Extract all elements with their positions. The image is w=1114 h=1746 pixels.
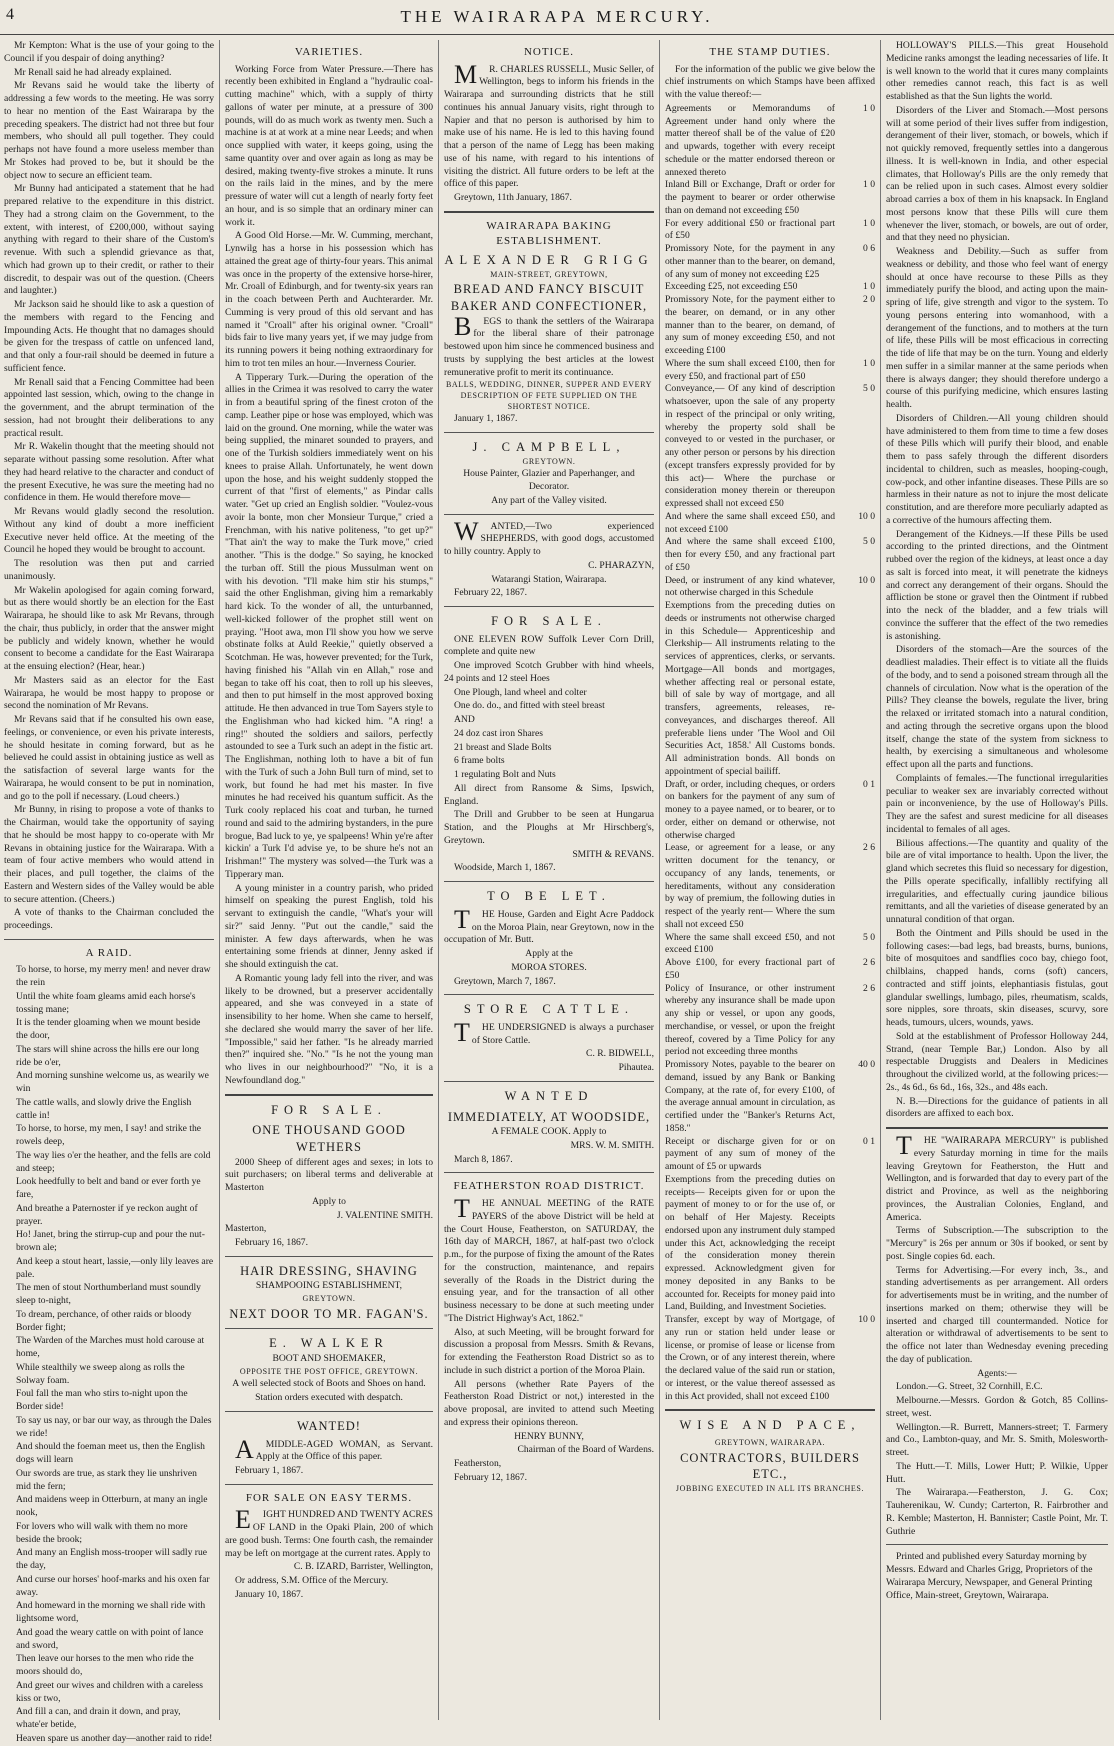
- wanted-cook-title: WANTED: [504, 1088, 594, 1103]
- stamp-duty-row: [665, 932, 875, 958]
- stamp-duty-text: Inland Bill or Exchange, Draft or order for the payment to bearer or order otherwise than on demand not exceeding £50: [665, 179, 835, 216]
- page-number: 4: [6, 6, 14, 23]
- holloway-paragraph: Disorders of the Liver and Stomach.—Most persons will at some period of their lives suffer from indigestion, derangement of their liver, stomach, or bowels, which if not quickly removed, frequently settles into a dangerous illness. It is well-known in India, and other especial climates, that Holloway's Pills are the only remedy that can be relied upon in such cases. Almost every soldier abroad carries a box of them in his knapsack. In England most persons know that these Pills will cure them whenever the liver, stomach, or bowels, are out of order, and that they need no physician.: [886, 104, 1108, 244]
- agent-entry: London.—G. Street, 32 Cornhill, E.C.: [896, 1381, 1043, 1393]
- column-5: [886, 40, 1108, 1720]
- stamp-duty-amount: 2 6: [863, 842, 875, 854]
- stamp-duty-row: [665, 779, 875, 843]
- cattle-place: Pihautea.: [618, 1062, 654, 1074]
- stamp-intro: For the information of the public we give below the chief instruments on which Stamps have been affixed with the value thereof:—: [665, 63, 875, 101]
- holloway-paragraph: Sold at the establishment of Professor Holloway 244, Strand, (near Temple Bar,) London. Also by all respectable Druggists and Dealers in Medicines throughout the civilized world, at the following prices:—2s., 4s 6d., 6s 6d., 16s, 32s., and 48s each.: [886, 1030, 1108, 1093]
- masthead: [0, 0, 1114, 35]
- wanted-date: February 1, 1867.: [235, 1465, 304, 1476]
- forsale-item: One do. do., and fitted with steel breast: [454, 700, 605, 712]
- stamp-title: THE STAMP DUTIES.: [709, 46, 831, 58]
- column-2: [225, 40, 433, 1720]
- report-paragraph: The resolution was then put and carried unanimously.: [4, 558, 214, 582]
- poem-line: The way lies o'er the heather, and the fells are cold and steep;: [16, 1149, 211, 1174]
- forsale-item: One improved Scotch Grubber with hind wheels, 24 points and 12 steel Hoes: [444, 660, 654, 684]
- stamp-duty-amount: 1 0: [863, 102, 875, 114]
- report-paragraph: Mr Bunny, in rising to propose a vote of thanks to the Chairman, would take the opportunity of saying that he should be most happy to co-operate with Mr Revans in obtaining justice for the Wairarapa. With a team of four active members who would attend in their places, and pull together, the claims of the Eastern and Western sides of the Valley would be able to secure attention. (Cheers.): [4, 804, 214, 905]
- cattle-body: THE UNDERSIGNED is always a purchaser of Store Cattle.: [454, 1017, 654, 1047]
- poem-line: The cattle walls, and slowly drive the English cattle in!: [16, 1096, 192, 1121]
- stamp-duty-amount: 0 1: [863, 778, 875, 790]
- column-1: [4, 40, 214, 1744]
- poem-line: And maidens weep in Otterburn, at many an ingle nook,: [16, 1494, 208, 1519]
- variety-paragraph: Working Force from Water Pressure.—There has recently been exhibited in England a "hydraulic coal-cutting machine" which, with a supply of thirty gallons of water per minute, at a pressure of 300 pounds, will do as much work as twenty men. Such a machine is at at work at a mine near Leeds; and when once supplied with water, it keeps going, using the same quantity over and over again as long as may be desired, making twenty-five strokes a minute. It runs on the rails laid in the mines, and by the mere pressure of water will cut a length of nearly forty feet an hour, and is so simple that an ordinary miner can work it.: [225, 63, 433, 228]
- forsale-item: 21 breast and Slade Bolts: [454, 741, 552, 753]
- stamp-duty-amount: 5 0: [863, 383, 875, 395]
- stamp-duty-amount: [835, 600, 875, 779]
- stamp-duty-row: [665, 1174, 875, 1314]
- report-paragraph: Mr Renall said that a Fencing Committee had been appointed last session, which, owing to the change in the government, and the abrupt termination of the session, had not brought their deliberations to any practical result.: [4, 376, 214, 439]
- stamp-duty-text: Lease, or agreement for a lease, or any written document for the tenancy, or occupancy of any lands, tenements, or hereditaments, without any consideration by way of premium, the following duties in respect of the yearly rent— Where the sum shall not exceed £50: [665, 842, 835, 930]
- stamp-duty-row: [665, 358, 875, 384]
- sale-title: FOR SALE.: [271, 1102, 387, 1117]
- forsale-item: All direct from Ransome & Sims, Ipswich, England.: [444, 782, 654, 807]
- cattle-title: STORE CATTLE.: [463, 1002, 635, 1017]
- stamp-duty-text: Policy of Insurance, or other instrument whereby any insurance shall be made upon any ship or vessel, or upon any goods, merchandise, or vessel, or upon the freight thereof, covered by a Time Policy for any period not exceeding three months: [665, 982, 835, 1058]
- poem-line: It is the tender gloaming when we mount beside the door,: [16, 1017, 201, 1042]
- road-name: HENRY BUNNY,: [514, 1430, 584, 1442]
- road-body: THE ANNUAL MEETING of the RATE PAYERS of the above District will be held at the Court House, Featherston, on SATURDAY, the 16th day of MARCH, 1867, at half-past two o'clock p.m., for the purpose of fixing the amount of the Rates for the construction, maintenance, and repairs severally of the Roads in the District during the ensuing year, and for the transaction of all other business necessary to be done at such meeting under "The District Highway's Act, 1862.": [444, 1194, 654, 1324]
- stamp-duty-text: Exemptions from the preceding duties on receipts— Receipts given for or upon the payment of money to or for the use of, or on behalf of Her Majesty. Receipts endorsed upon any instrument duly stamped under this Act, acknowledging the receipt of the consideration money therein expressed. Acknowledgment given for money deposited in any Banks to be accounted for. Receipts for money paid into Land, Building, and Investment Societies.: [665, 1173, 835, 1313]
- report-paragraph: Mr Revans would gladly second the resolution. Without any kind of doubt a more inefficient Executive never held office. At the meeting of the Council he hoped they would be brought to account.: [4, 506, 214, 556]
- agent-entry: The Wairarapa.—Featherston, J. G. Cox; Tauherenikau, W. Cundy; Carterton, R. Fairbrother and R. Kemble; Masterton, H. Bannister; Castle Point, Mr. T. Guthrie: [886, 1487, 1108, 1537]
- poem-line: To horse, to horse, my men, I say! and strike the rowels deep,: [16, 1123, 202, 1148]
- report-paragraph: Mr Jackson said he should like to ask a question of the members with regard to the Fencing and Impounding Acts. He thought that no damages should be given for the trespass of cattle on unfenced land, and that only a four-rail should be deemed in future a sufficient fence.: [4, 299, 214, 374]
- poem-line: Until the white foam gleams amid each horse's tossing mane;: [16, 990, 196, 1015]
- holloway-paragraph: Weakness and Debility.—Such as suffer from weakness or debility, and those who feel want of energy should at once have recourse to these Pills as they immediately purify the blood, and acting upon the main-spring of life, give strength and vigor to the system. To young persons entering into womanhood, with a derangement of the functions, and to mothers at the turn of life, these Pills will be most efficacious in correcting the tide of life that may be on the turn. Young and elderly men suffer in a similar manner at the same periods when there is always danger; they should therefore undergo a course of this purifying medicine, which ensures lasting health.: [886, 246, 1108, 410]
- report-paragraph: Mr Bunny had anticipated a statement that he had prepared relative to the expenditure in this district. They had a strong claim on the Government, to the extent, with interest, of £200,000, without saying anything with regard to their share of the Custom's revenue. With such a splendid grievance as that, which had grown up to their credit, or rather to their discredit, to despair was out of the question. (Cheers and laughter.): [4, 183, 214, 297]
- stamp-duty-row: [665, 1136, 875, 1174]
- report-paragraph: Mr Wakelin apologised for again coming forward, but as there would shortly be an election for the East Wairarapa, he should like to ask Mr Revans, through the chair, thus publicly, in order that the answer might be publicly and widely known, whether he would consent to become a candidate for the East Wairarapa at the ensuing election? (Hear, hear.): [4, 584, 214, 672]
- agent-entry: Wellington.—R. Burrett, Manners-street; T. Farmery and Co., Lambton-quay, and Mr. S. Smith, Molesworth-street.: [886, 1421, 1108, 1458]
- sale-body: 2000 Sheep of different ages and sexes; in lots to suit purchasers; on liberal terms and deliverable at Masterton: [225, 1156, 433, 1193]
- variety-paragraph: A Tipperary Turk.—During the operation of the allies in the Crimea it was resolved to carry the water in from a beautiful spring of the finest croton of the camp. Leather pipe or hose was employed, which was laid on the ground. One morning, while the water was being supplied, the minaret sounded to prayers, and one of the Turkish soldiers immediately went on his knees to praise Allah. Unfortunately, he went down upon the hose, and his weight suddenly stopped the current of that "first of elements," as Pindar calls water. "Get up cried an English soldier. "Voulez-vous avoir la bonte, mon cher Monsieur Turque," cried a Frenchman, with his native politeness, "to get up?" "That ain't the way to make the Turk move," cried another. "This is the dodge." So saying, he knocked the turban off. Still the pious Mussulman went on with his devotion. "I'll make him stir his stumps," said the other Englishman, giving him a remarkably hard kick. To the wonder of all, the unturbanned, well-kicked follower of the prophet still went on praying. "Hoot awa, mon I'll show you how we serve obstinate folks at Auld Reekie," quietly observed a Scotchman. He was, however prevented; for the Turk, having finished his "Allah vin en Allah," rose and began to take off his coat, then to roll up his sleeves, and then to put himself in the most approved boxing attitude. He then advanced in true Tom Sayers style to the Englishman who had kicked him. "A ring! a ring!" shouted the soldiers and sailors, perfectly astounded to see a Turk such an adept in the fistic art. The Englishman, nothing loth to have a bit of fun with the Turk of such a John Bull turn of mind, set to work, but found he had met his master. In five minutes he had received his quantum sufficit. As the Turk cooly replaced his coat and turban, he turned round and said to the admiring bystanders, in the pure brogue, Bad luck to ye, ye spalpeens! Whin ye're after kickin' a Turk I'd advise ye, to be shure he's not an Irishman!" The mystery was solved—the Turk was a Tipperary man.: [225, 371, 434, 880]
- stamp-duty-text: Exceeding £25, not exceeding £50: [665, 281, 798, 293]
- tolet-date: Greytown, March 7, 1867.: [454, 975, 556, 987]
- walker-body: A well selected stock of Boots and Shoes on hand.: [232, 1378, 426, 1390]
- grigg-name: ALEXANDER GRIGG: [444, 253, 654, 268]
- poem-line: Look heedfully to belt and band or ever forth ye fare,: [16, 1176, 201, 1201]
- shepherds-date: February 22, 1867.: [454, 587, 528, 599]
- stamp-duty-text: Promissory Note, for the payment in any other manner than to the bearer, on demand, of any sum of money not exceeding £25: [665, 243, 835, 280]
- holloway-paragraph: N. B.—Directions for the guidance of patients in all disorders are affixed to each box.: [886, 1095, 1108, 1120]
- stamp-duty-text: Above £100, for every fractional part of £50: [665, 957, 835, 981]
- forsale-item: 24 doz cast iron Shares: [454, 727, 543, 739]
- stamp-duty-amount: 1 0: [863, 357, 875, 369]
- holloway-paragraph: Both the Ointment and Pills should be used in the following cases:—bad legs, bad breasts, burns, bunions, bite of mosquitoes and sandflies coco bay, chiego foot, chilblains, chapped hands, corns (soft) cancers, contracted and stiff joints, elephantiasis fistulas, gout glandular swellings, lumbago, piles, rheumatism, scalds, sore nipples, sore throats, skin diseases, scurvy, sore heads, tumours, ulcers, wounds, yaws.: [886, 927, 1108, 1028]
- imprint: Printed and published every Saturday morning by Messrs. Edward and Charles Grigg, Proprietors of the Wairarapa Mercury, Newspaper, and General Printing Office, Main-street, Greytown, Wairarapa.: [886, 1551, 1093, 1601]
- poem-line: Heaven spare us another day—another raid to ride!: [16, 1732, 213, 1744]
- grigg-balls: BALLS, WEDDING, DINNER, SUPPER AND EVERY DESCRIPTION OF FETE SUPPLIED ON THE SHORTEST NOTICE.: [445, 380, 653, 411]
- terms-or: Or address, S.M. Office of the Mercury.: [235, 1575, 389, 1587]
- stamp-duty-text: Transfer, except by way of Mortgage, of any run or station held under lease or license, or promise of lease or license from the Crown, or of any interest therein, where the declared value of the said run or station, or interest, or the value thereof assessed as in this Act provided, shall not exceed £100: [665, 1314, 835, 1402]
- poem-line: Our swords are true, as stark they lie unshriven mid the fern;: [16, 1467, 197, 1492]
- hair-next-door: NEXT DOOR TO MR. FAGAN'S.: [229, 1306, 429, 1321]
- poem-line: Ho! Janet, bring the stirrup-cup and pour the nut-brown ale;: [16, 1229, 205, 1254]
- stamp-duty-text: For every additional £50 or fractional part of £50: [665, 217, 835, 242]
- grigg-date: January 1, 1867.: [454, 413, 518, 425]
- tolet-apply: Apply at the: [525, 948, 573, 959]
- holloway-paragraph: Bilious affections.—The quantity and quality of the bile are of vital importance to health. Upon the liver, the gland which secretes this fluid so necessary for digestion, the Pills operate specifically, infallibly rectifying all irregularities, and effectually curing jaundice bilious remittants, and all the varieties of disease generated by an unnatural condition of that organ.: [886, 837, 1108, 925]
- grigg-trade: BREAD AND FANCY BISCUIT BAKER AND CONFECTIONER,: [450, 282, 648, 313]
- stamp-duty-amount: 2 6: [863, 957, 875, 969]
- poem-line: To horse, to horse, my merry men! and never draw the rein: [16, 964, 211, 989]
- poem-line: The men of stout Northumberland must soundly sleep to-night,: [16, 1282, 201, 1307]
- poem-line: And breathe a Paternoster if ye reckon aught of prayer.: [16, 1202, 198, 1227]
- stamp-duty-amount: 40 0: [858, 1059, 875, 1071]
- grigg-street: MAIN-STREET, GREYTOWN,: [490, 269, 608, 279]
- forsale-item: 6 frame bolts: [454, 755, 505, 767]
- stamp-duty-row: [665, 536, 875, 574]
- campbell-trade: House Painter, Glazier and Paperhanger, and Decorator.: [463, 468, 635, 492]
- stamp-duty-row: [665, 218, 875, 244]
- stamp-duty-row: [665, 983, 875, 1060]
- stamp-duty-amount: 5 0: [863, 536, 875, 548]
- walker-name: E. WALKER: [269, 1336, 389, 1351]
- sale-heading: ONE THOUSAND GOOD WETHERS: [252, 1123, 406, 1154]
- tolet-store: MOROA STORES.: [511, 961, 587, 973]
- sale-name: J. VALENTINE SMITH.: [336, 1209, 433, 1221]
- variety-paragraph: A Romantic young lady fell into the river, and was likely to be drowned, but a preserver accidentally appeared, and she was conveyed in a state of insensibility to her home. When she came to herself, she declared she would marry the saver of her life. "Impossible," said her father. "Is he already married then?" inquired she. "No." "Is he not the young man who lives in our neighbourhood?" "No, it is a Newfoundland dog.": [225, 972, 433, 1086]
- stamp-duty-amount: 10 0: [858, 574, 875, 586]
- column-4: [665, 40, 875, 1720]
- column-divider: [659, 40, 660, 1720]
- stamp-duty-amount: 1 0: [863, 179, 875, 191]
- forsale-date: Woodside, March 1, 1867.: [454, 862, 556, 874]
- column-divider: [438, 40, 439, 1720]
- walker-address: OPPOSITE THE POST OFFICE, GREYTOWN.: [239, 1366, 419, 1376]
- stamp-duty-text: Where the sum shall exceed £100, then for every £50, and fractional part of £50: [665, 357, 835, 382]
- poem-line: And fill a can, and drain it down, and pray, whate'er betide,: [16, 1706, 181, 1731]
- stamp-duty-text: And where the same shall exceed £100, then for every £50, and any fractional part of £50: [665, 536, 835, 573]
- stamp-duty-text: Deed, or instrument of any kind whatever, not otherwise charged in this Schedule: [665, 574, 835, 599]
- stamp-duty-row: [665, 103, 875, 180]
- poem-line: For lovers who will walk with them no more beside the brook;: [16, 1520, 188, 1545]
- road-role: Chairman of the Board of Wardens.: [517, 1444, 654, 1456]
- varieties-title: VARIETIES.: [294, 46, 364, 58]
- shepherds-body: WANTED,—Two experienced SHEPHERDS, with good dogs, accustomed to hilly country. Apply to: [444, 516, 654, 557]
- stamp-duty-row: [665, 294, 875, 358]
- forsale-title: FOR SALE.: [491, 614, 607, 628]
- report-paragraph: A vote of thanks to the Chairman concluded the proceedings.: [4, 907, 214, 931]
- stamp-duty-text: And where the same shall exceed £50, and not exceed £100: [665, 510, 835, 535]
- report-paragraph: Mr Masters said as an elector for the East Wairarapa, he would be most happy to propose or second the nomination of Mr Revans.: [4, 674, 214, 712]
- terms-body: EIGHT HUNDRED AND TWENTY ACRES OF LAND in the Opaki Plain, 200 of which are good bush. Terms: One fourth cash, the remainder may be left on mortgage at the current rates. Apply to: [225, 1505, 433, 1559]
- poem-title: A RAID.: [85, 946, 133, 959]
- report-paragraph: Mr Revans said he would take the liberty of addressing a few words to the meeting. He was sorry to hear no mention of the East Wairarapa by the preceding speakers. The district had not three but four members, who should all pull together. They could perhaps not have found a more useless member than Mr Stokes had proved to be, but it should be the object now to secure an efficient team.: [4, 80, 214, 181]
- grigg-body: BEGS to thank the settlers of the Wairarapa for the liberal share of their patronage bestowed upon him since he commenced business and trusts by supplying the best articles at the lowest remunerative profit to merit its continuance.: [444, 311, 654, 378]
- stamp-duty-text: Draft, or order, including cheques, or orders on bankers for the payment of any sum of money to a payee named, or to bearer, or to order, either on demand or otherwise, not otherwise charged: [665, 778, 835, 841]
- stamp-duty-row: [665, 1059, 875, 1136]
- poem-line: And goad the weary cattle on with point of lance and sword,: [16, 1626, 204, 1651]
- terms-date: January 10, 1867.: [235, 1588, 304, 1600]
- report-paragraph: Mr Kempton: What is the use of your going to the Council if you despair of doing anything?: [4, 40, 214, 64]
- variety-paragraph: A Good Old Horse.—Mr. W. Cumming, merchant, Lynwilg has a horse in his possession which has attained the great age of thirty-four years. This animal was once in the property of the extensive horse-hirer, Mr. Croall of Edinburgh, and for twenty-six years ran in the coach between Perth and Auchterarder. Mr. Cumming is very proud of this old servant and has named it "Croall" after his original owner. "Croall" bids fair to live many years yet, if we may judge from its running powers it being nothing extraordinary for him to trot ten miles an hour.—Inverness Courier.: [225, 230, 433, 369]
- agents-title: Agents:—: [977, 1367, 1017, 1379]
- wise-jobbing: JOBBING EXECUTED IN ALL ITS BRANCHES.: [675, 1483, 865, 1493]
- poem-line: The Warden of the Marches must hold carouse at home,: [16, 1335, 205, 1360]
- notice-title: NOTICE.: [523, 46, 575, 58]
- mercury-paragraph: THE "WAIRARAPA MERCURY" is published every Saturday morning in time for the mails leaving Greytown for Featherston, the Hutt and Wellington, and is forwarded that day to every part of the district and Province, as well as the neighboring provinces, the Australian Colonies, England, and America.: [886, 1131, 1108, 1223]
- road-place: Featherston,: [454, 1458, 502, 1469]
- tolet-body: THE House, Garden and Eight Acre Paddock on the Moroa Plain, near Greytown, now in the occupation of Mr. Butt.: [444, 904, 654, 946]
- stamp-duty-amount: 0 1: [863, 1135, 875, 1147]
- road-date: February 12, 1867.: [454, 1471, 528, 1483]
- wanted-cook-name: MRS. W. M. SMITH.: [570, 1139, 654, 1151]
- stamp-duty-amount: 2 6: [863, 982, 875, 994]
- wanted-title: WANTED!: [297, 1418, 361, 1433]
- poem-line: And homeward in the morning we shall ride with lightsome word,: [16, 1600, 206, 1625]
- poem-line: Then leave our horses to the men who ride the moors should do,: [16, 1653, 194, 1678]
- stamp-duty-amount: 10 0: [858, 510, 875, 522]
- wanted-cook-date: March 8, 1867.: [454, 1153, 513, 1165]
- poem-line: And morning sunshine welcome us, as wearily we win: [16, 1070, 209, 1095]
- forsale-item: AND: [454, 714, 475, 726]
- campbell-any-part: Any part of the Valley visited.: [491, 494, 607, 506]
- cattle-name: C. R. BIDWELL,: [586, 1048, 654, 1060]
- variety-paragraph: A young minister in a country parish, who prided himself on speaking the purest English, told his servant to extinguish the candle, "What's your will sir?" said Jenny. "Put out the candle," said the minister. A few days afterwards, when he was entertaining some friends at dinner, Jenny asked if she should extinguish the cat.: [225, 882, 433, 971]
- stamp-duty-row: [665, 842, 875, 931]
- sale-place: Masterton,: [225, 1223, 267, 1235]
- stamp-duty-text: Where the same shall exceed £50, and not exceed £100: [665, 931, 835, 956]
- column-divider: [219, 40, 220, 1720]
- report-paragraph: Mr Renall said he had already explained.: [14, 66, 172, 78]
- wise-town: GREYTOWN, WAIRARAPA.: [714, 1438, 826, 1447]
- stamp-duty-row: [665, 957, 875, 983]
- holloway-paragraph: Complaints of females.—The functional irregularities peculiar to weaker sex are invariably corrected without pain or inconvenience, by the use of Holloway's Pills. They are the safest and surest medicine for all diseases incidental to females of all ages.: [886, 772, 1108, 835]
- baking-title: WAIRARAPA BAKING ESTABLISHMENT.: [486, 219, 612, 247]
- hair-heading-2: SHAMPOOING ESTABLISHMENT,: [255, 1280, 403, 1292]
- poem-line: And greet our wives and children with a careless kiss or two,: [16, 1679, 204, 1704]
- stamp-duty-amount: 5 0: [863, 931, 875, 943]
- stamp-duty-text: Exemptions from the preceding duties on deeds or instruments not otherwise charged in this Schedule— Apprenticeship and Clerkship— All instruments relating to the services of apprentices, clerks, or servants. Mortgage—All bonds and mortgages, whether affecting real or personal estate, bill of sale by way of mortgage, and all transfers, agreements, releases, re-conveyances, and discharges thereof. All preferable liens under 'The Wool and Oil Securities Act, 1858.' All Customs bonds. All administration bonds. All bonds on appointment of special bailiff.: [665, 600, 835, 777]
- holloway-paragraph: Disorders of the stomach—Are the sources of the deadliest maladies. Their effect is to vitiate all the fluids of the body, and to send a poisoned stream through all the channels of circulation. Now what is the operation of the Pills? They cleanse the bowels, regulate the liver, bring the relaxed or irritated stomach into a natural condition, and acting through the secretive organs upon the blood itself, change the state of the system from sickness to health, by exercising a simultaneous and wholesome effect upon all the parts and functions.: [886, 644, 1108, 770]
- poem-line: To say us nay, or bar our way, as through the Dales we ride!: [16, 1414, 212, 1439]
- wise-title: WISE AND PACE,: [679, 1418, 861, 1433]
- poem-line: While stealthily we sweep along as rolls the Solway foam.: [16, 1361, 185, 1386]
- tolet-title: TO BE LET.: [487, 889, 611, 904]
- poem-line: To dream, perchance, of other raids or bloody Border fight;: [16, 1308, 192, 1333]
- stamp-duty-row: [665, 575, 875, 601]
- shepherds-name: C. PHARAZYN,: [588, 559, 654, 571]
- stamp-duty-row: [665, 243, 875, 281]
- walker-trade: BOOT AND SHOEMAKER,: [272, 1353, 386, 1364]
- stamp-duty-text: Conveyance,— Of any kind of description whatsoever, upon the sale of any property in respect of the principal or only writing, whereby the property sold shall be conveyed to or vested in the purchaser, or any other person or persons by his direction (except transfers expressly provided for by this act)— Where the purchase or consideration money therein or thereupon expressed shall not exceed £50: [665, 383, 835, 510]
- poem-line: The stars will shine across the hills ere our long ride be o'er,: [16, 1043, 200, 1068]
- forsale-item: 1 regulating Bolt and Nuts: [454, 769, 556, 781]
- road-body-2: Also, at such Meeting, will be brought forward for discussion a proposal from Messrs. Smith & Revans, for extending the Featherston Road District so as to include in such district a portion of the Moroa Plain.: [444, 1326, 654, 1376]
- road-body-3: All persons (whether Rate Payers of the Featherston Road District or not,) interested in the above proposal, are invited to attend such Meeting and express their opinions thereon.: [444, 1378, 654, 1428]
- newspaper-title: THE WAIRARAPA MERCURY.: [400, 7, 714, 26]
- stamp-duty-row: [665, 383, 875, 511]
- stamp-duty-row: [665, 511, 875, 537]
- wanted-cook-body: A FEMALE COOK. Apply to: [491, 1126, 607, 1138]
- agent-entry: The Hutt.—T. Mills, Lower Hutt; P. Wilkie, Upper Hutt.: [886, 1460, 1108, 1485]
- walker-orders: Station orders executed with despatch.: [255, 1392, 403, 1404]
- stamp-duty-row: [665, 1314, 875, 1403]
- campbell-town: GREYTOWN.: [522, 456, 576, 466]
- subscription-terms: Terms of Subscription.—The subscription to the "Mercury" is 26s per annum or 30s if booked, or sent by post. Single copies 6d. each.: [886, 1225, 1108, 1262]
- stamp-duty-text: Receipt or discharge given for or on payment of any sum of money of the amount of £5 or upwards: [665, 1135, 835, 1173]
- notice-body: MR. CHARLES RUSSELL, Music Seller, of Wellington, begs to inform his friends in the Wairarapa and surrounding districts that he still continues his annual January visits, right through to Napier and that no person is authorised by him to make use of his name. He is led to this having found that a person of the name of Legg has been making use of his name, with regard to his intentions of visiting the district. All future orders to be left at the office of this paper.: [444, 59, 654, 190]
- forsale-item: ONE ELEVEN ROW Suffolk Lever Corn Drill, complete and quite new: [444, 633, 654, 658]
- hair-heading: HAIR DRESSING, SHAVING: [240, 1263, 418, 1278]
- advertising-terms: Terms for Advertising.—For every inch, 3s., and standing advertisements as per arrangement. All orders for advertisements must be in writing, and the number of insertions marked on them; otherwise they will be inserted and charged till countermanded. Notice for alteration or withdrawal of advertisements to be sent to the office not later than Wednesday evening preceding the day of publication.: [886, 1264, 1108, 1365]
- poem-line: And curse our horses' hoof-marks and his oxen far away.: [16, 1573, 210, 1598]
- agent-entry: Melbourne.—Messrs. Gordon & Gotch, 85 Collins-street, west.: [886, 1395, 1108, 1419]
- road-title: FEATHERSTON ROAD DISTRICT.: [453, 1180, 645, 1193]
- poem-line: And should the foeman meet us, then the English dogs will learn: [16, 1441, 205, 1466]
- holloway-paragraph: HOLLOWAY'S PILLS.—This great Household Medicine ranks amongst the leading necessaries of life. It is well known to the world that it cures many complaints other remedies cannot reach, this fact is as well established as that the Sun lights the world.: [886, 40, 1108, 102]
- terms-title: FOR SALE ON EASY TERMS.: [245, 1491, 413, 1504]
- stamp-duty-text: Agreements or Memorandums of Agreement under hand only where the matter thereof shall be of the value of £20 and upwards, together with every receipt schedule or the matter endorsed thereon or annexed thereto: [665, 102, 835, 178]
- stamp-duty-amount: [835, 1174, 875, 1314]
- report-paragraph: Mr Revans said that if he consulted his own ease, feelings, or convenience, or even his private interests, he should hesitate in coming forward, but as he believed he could assist in obtaining justice as well as the satisfaction of several large wants for the Wairarapa, he would consent to be put in nomination, and go to the poll if necessary. (Loud cheers.): [4, 714, 214, 802]
- report-paragraph: Mr R. Wakelin thought that the meeting should not separate without passing some resolution. After what they had heard relative to the character and conduct of the present Executive, he was sure the meeting had no confidence in them. He would therefore move—: [4, 441, 214, 504]
- stamp-duty-amount: 0 6: [863, 243, 875, 255]
- campbell-name: J. CAMPBELL,: [472, 440, 626, 454]
- stamp-duty-row: [665, 600, 875, 779]
- sale-apply: Apply to: [312, 1195, 346, 1207]
- stamp-duty-amount: 2 0: [863, 294, 875, 306]
- sale-date: February 16, 1867.: [235, 1237, 309, 1248]
- stamp-duty-row: [665, 281, 875, 294]
- stamp-duty-amount: 1 0: [863, 281, 875, 293]
- wanted-cook-heading: IMMEDIATELY, AT WOODSIDE,: [447, 1109, 651, 1124]
- holloway-paragraph: Derangement of the Kidneys.—If these Pills be used according to the printed directions, and the Ointment rubbed over the region of the kidneys, at least once a day as salt is forced into meat, it will penetrate the kidneys and correct any derangement of their organs. Should the affliction be stone or gravel then the Ointment if rubbed into the neck of the bladder, and a few trials will convince the sufferer that the effect of the two remedies is astonishing.: [886, 528, 1108, 642]
- notice-date: Greytown, 11th January, 1867.: [454, 192, 572, 204]
- stamp-duty-text: Promissory Note, for the payment either to the bearer, on demand, or in any other manner than to the bearer, on demand, of any sum of money exceeding £50, and not exceeding £100: [665, 294, 835, 357]
- stamp-duty-amount: 1 0: [863, 217, 875, 229]
- terms-name: C. B. IZARD, Barrister, Wellington,: [293, 1561, 433, 1573]
- column-3: [444, 40, 654, 1720]
- hair-town: GREYTOWN.: [302, 1294, 356, 1304]
- poem-line: Foul fall the man who stirs to-night upon the Border side!: [16, 1388, 188, 1413]
- stamp-duty-amount: 10 0: [858, 1314, 875, 1326]
- stamp-duty-text: Promissory Notes, payable to the bearer on demand, issued by any Bank or Banking Company, at the rate of, for every £100, of the average annual amount in circulation, as certified under the "Banker's Returns Act, 1858.": [665, 1059, 835, 1134]
- column-divider: [880, 40, 881, 1720]
- forsale-item: One Plough, land wheel and colter: [454, 686, 587, 698]
- wanted-body: AMIDDLE-AGED WOMAN, as Servant. Apply at the Office of this paper.: [235, 1434, 433, 1464]
- forsale-item: The Drill and Grubber to be seen at Hungarua Station, and the Ploughs at Mr Hirschberg's, Greytown.: [444, 809, 654, 846]
- stamp-duty-row: [665, 179, 875, 217]
- poem-line: And many an English moss-trooper will sadly rue the day,: [16, 1547, 208, 1572]
- poem-line: And keep a stout heart, lassie,—only lily leaves are pale.: [16, 1255, 214, 1280]
- forsale-name: SMITH & REVANS.: [572, 848, 654, 860]
- wise-trade: CONTRACTORS, BUILDERS ETC.,: [680, 1450, 860, 1482]
- shepherds-station: Watarangi Station, Wairarapa.: [491, 573, 607, 585]
- holloway-paragraph: Disorders of Children.—All young children should have administered to them from time to time a few doses of these Pills which will purify their blood, and enable them to pass safely through the different disorders incidental to children, such as measles, hooping-cough, cow-pock, and other infantine diseases. These Pills are so harmless in their nature as not to injure the most delicate constitution, and are therefore more peculiarly adapted as a corrective of the humours affecting them.: [886, 412, 1108, 526]
